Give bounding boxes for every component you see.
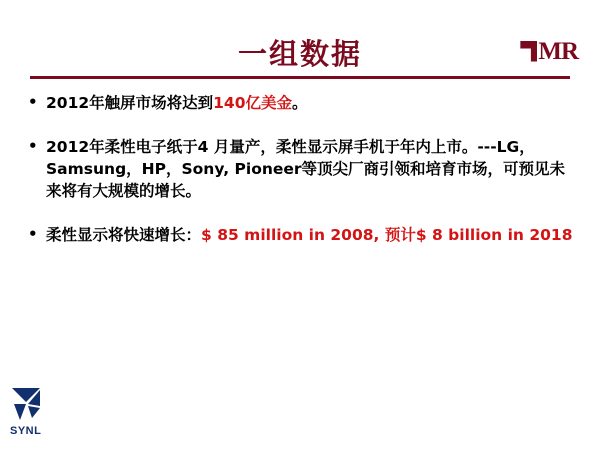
bullet-segment-highlight: 140亿美金: [213, 94, 292, 112]
synl-logo-text: SYNL: [10, 425, 42, 437]
bullet-segment: 柔性显示将快速增长：: [46, 226, 202, 244]
imr-logo: [502, 34, 578, 68]
list-item: [28, 224, 576, 246]
bullet-marker: •: [28, 93, 38, 111]
bullet-text: 2012年柔性电子纸于4 月量产，柔性显示屏手机于年内上市。---LG，Samsung，HP，Sony, Pioneer等顶尖厂商引领和培育市场，可预见未来将有大规模的增长。: [46, 138, 566, 200]
bullet-text: [46, 92, 576, 114]
bullet-marker: •: [28, 225, 38, 243]
bullet-list: [28, 92, 576, 268]
synl-logo: [10, 386, 68, 442]
bullet-text: [46, 224, 576, 246]
title-divider: [30, 76, 570, 79]
list-item: [28, 136, 576, 202]
bullet-segment-highlight: $ 85 million in 2008, 预计$ 8 billion in 2018: [201, 226, 573, 244]
imr-logo-text: MR: [538, 37, 578, 65]
synl-logo-mark-icon: [10, 386, 56, 424]
bullet-marker: •: [28, 137, 38, 155]
list-item: [28, 92, 576, 114]
imr-logo-mark-icon: [520, 41, 537, 62]
bullet-segment: 。: [292, 94, 308, 112]
bullet-segment: 2012年触屏市场将达到: [46, 94, 214, 112]
page-title: 一组数据: [237, 37, 362, 71]
